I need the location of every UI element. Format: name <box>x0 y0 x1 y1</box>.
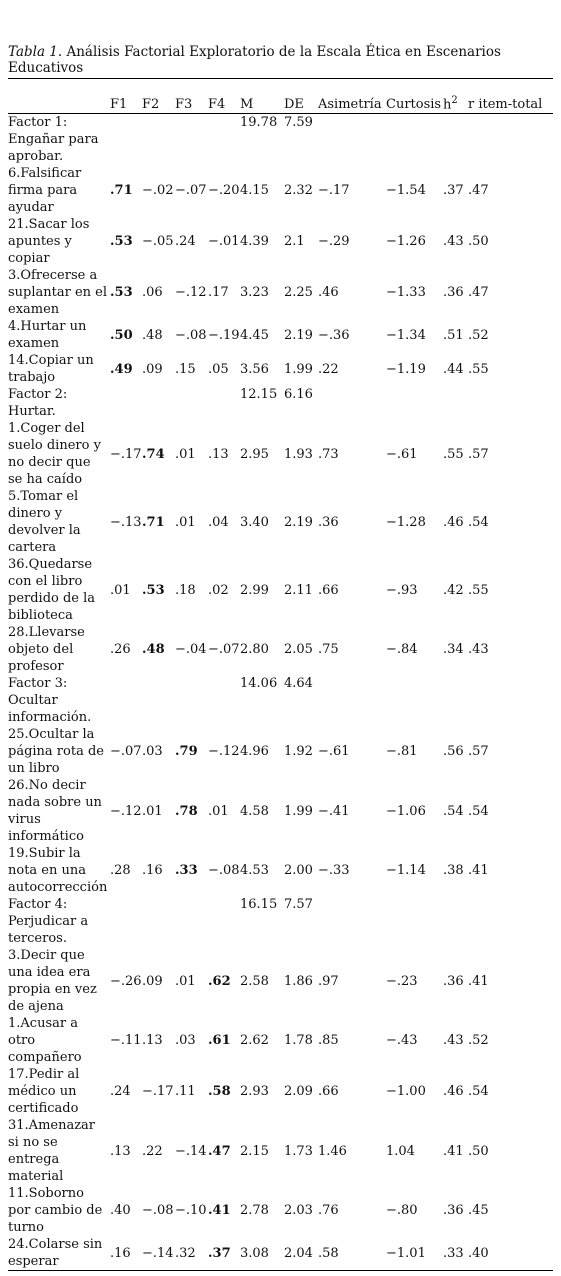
sd-value: 4.64 <box>284 676 313 691</box>
f1-value: .01 <box>110 582 131 598</box>
f1-value: −.07 <box>110 744 142 759</box>
sd-value: 6.16 <box>284 387 313 402</box>
f4-value: −.19 <box>208 327 240 343</box>
f2-value: .16 <box>142 863 163 878</box>
kurtosis-value <box>384 386 441 420</box>
item-total-value: .47 <box>468 285 489 300</box>
header-item <box>8 79 108 114</box>
f4-value: .13 <box>208 446 229 462</box>
table-row <box>8 1185 553 1236</box>
mean-value: 2.93 <box>240 1084 269 1099</box>
item-total-value: .40 <box>468 1245 489 1261</box>
f4-value: .37 <box>208 1245 231 1261</box>
skewness-value: .58 <box>318 1245 339 1261</box>
kurtosis-value: −.84 <box>386 642 418 657</box>
f3-value: .18 <box>175 582 196 598</box>
header-h2: $h^2$ <box>443 94 458 112</box>
table-row <box>8 726 553 777</box>
f2-value: −.08 <box>142 1203 174 1218</box>
f2-value: .03 <box>142 744 163 759</box>
f1-value: .53 <box>110 234 133 249</box>
skewness-value: .36 <box>318 514 339 530</box>
f1-value: −.26 <box>110 973 142 989</box>
kurtosis-value: −1.00 <box>386 1084 426 1099</box>
f2-value: .53 <box>142 582 165 598</box>
f1-value: .26 <box>110 642 131 657</box>
f2-value: .48 <box>142 327 163 343</box>
f3-value: .11 <box>175 1084 196 1099</box>
skewness-value: .22 <box>318 361 339 377</box>
f1-value: .16 <box>110 1245 131 1261</box>
table-body <box>8 114 553 1271</box>
skewness-value: −.41 <box>318 803 350 819</box>
skewness-value: .85 <box>318 1033 339 1048</box>
item-label: 36.Quedarse con el libro perdido de la biblioteca <box>8 557 96 623</box>
skewness-value: −.17 <box>318 183 350 198</box>
kurtosis-value <box>384 114 441 166</box>
item-label: 4.Hurtar un examen <box>8 319 87 351</box>
f2-value: −.02 <box>142 183 174 198</box>
f4-value: .41 <box>208 1203 231 1218</box>
h2-value: .44 <box>443 361 464 377</box>
f3-value: .32 <box>175 1245 196 1261</box>
f2-value: .09 <box>142 361 163 377</box>
f4-value: .01 <box>208 803 229 819</box>
f3-value: −.08 <box>175 327 207 343</box>
f4-value <box>206 896 238 947</box>
skewness-value: .66 <box>318 582 339 598</box>
item-label: 6.Falsificar firma para ayudar <box>8 166 82 215</box>
item-label: 31.Amenazar si no se entrega material <box>8 1118 96 1184</box>
f3-value: −.12 <box>175 285 207 300</box>
table-row <box>8 1117 553 1185</box>
f2-value <box>140 114 173 166</box>
mean-value: 2.78 <box>240 1203 269 1218</box>
table-row <box>8 318 553 352</box>
table-caption <box>8 44 553 76</box>
sd-value: 1.99 <box>284 361 313 377</box>
h2-value: .43 <box>443 1033 464 1048</box>
kurtosis-value: −1.06 <box>386 803 426 819</box>
f4-value: −.08 <box>208 863 240 878</box>
f1-value: −.12 <box>110 803 142 819</box>
item-total-value: .50 <box>468 234 489 249</box>
item-total-value: .54 <box>468 1084 489 1099</box>
mean-value: 2.99 <box>240 582 269 598</box>
sd-value: 2.09 <box>284 1084 313 1099</box>
item-label: 26.No decir nada sobre un virus informático <box>8 778 102 844</box>
h2-value: .54 <box>443 803 464 819</box>
sd-value: 2.11 <box>284 582 313 598</box>
mean-value: 2.80 <box>240 642 269 657</box>
item-total-value: .57 <box>468 744 489 759</box>
f3-value <box>173 114 206 166</box>
h2-value <box>441 675 466 726</box>
f3-value: .03 <box>175 1033 196 1048</box>
table-row <box>8 352 553 386</box>
item-label: 1.Acusar a otro compañero <box>8 1016 82 1065</box>
skewness-value: −.33 <box>318 863 350 878</box>
kurtosis-value: 1.04 <box>386 1143 415 1159</box>
skewness-value: −.29 <box>318 234 350 249</box>
item-label: Factor 2: Hurtar. <box>8 387 68 419</box>
sd-value: 2.25 <box>284 285 313 300</box>
f3-value <box>173 896 206 947</box>
item-total-value <box>466 896 553 947</box>
item-total-value: .43 <box>468 642 489 657</box>
sd-value: 7.57 <box>284 897 313 912</box>
kurtosis-value: −1.28 <box>386 514 426 530</box>
kurtosis-value: −1.14 <box>386 863 426 878</box>
f1-value: .13 <box>110 1143 131 1159</box>
f2-value <box>140 386 173 420</box>
f4-value: .17 <box>208 285 229 300</box>
header-f1: F1 <box>110 97 128 112</box>
skewness-value <box>316 675 384 726</box>
item-total-value: .54 <box>468 514 489 530</box>
sd-value: 2.32 <box>284 183 313 198</box>
f2-value: .48 <box>142 642 165 657</box>
f2-value: .06 <box>142 285 163 300</box>
item-total-value: .52 <box>468 327 489 343</box>
sd-value: 2.19 <box>284 327 313 343</box>
f4-value: .61 <box>208 1033 231 1048</box>
item-label: 17.Pedir al médico un certificado <box>8 1067 80 1116</box>
kurtosis-value: −.61 <box>386 446 418 462</box>
factor-row <box>8 114 553 166</box>
f1-value: .50 <box>110 327 133 343</box>
mean-value: 2.62 <box>240 1033 269 1048</box>
caption-label: Tabla 1. <box>8 44 63 60</box>
mean-value: 19.78 <box>240 115 278 130</box>
f4-value <box>206 386 238 420</box>
item-label: 19.Subir la nota en una autocorrección <box>8 846 108 895</box>
item-label: Factor 3: Ocultar información. <box>8 676 92 725</box>
f3-value: .79 <box>175 744 198 759</box>
skewness-value: −.36 <box>318 327 350 343</box>
table-row <box>8 845 553 896</box>
sd-value: 1.78 <box>284 1033 313 1048</box>
h2-value: .43 <box>443 234 464 249</box>
f2-value: −.17 <box>142 1084 174 1099</box>
item-label: 24.Colarse sin esperar <box>8 1237 103 1269</box>
f1-value <box>108 114 140 166</box>
h2-value: .36 <box>443 1203 464 1218</box>
f1-value <box>108 386 140 420</box>
mean-value: 2.58 <box>240 973 269 989</box>
f4-value: .02 <box>208 582 229 598</box>
h2-value: .36 <box>443 973 464 989</box>
item-label: Factor 4: Perjudicar a terceros. <box>8 897 89 946</box>
header-r-item-total: r item-total <box>468 97 543 112</box>
h2-value: .41 <box>443 1143 464 1159</box>
table-row <box>8 624 553 675</box>
f4-value: −.01 <box>208 234 240 249</box>
mean-value: 3.08 <box>240 1245 269 1261</box>
f2-value <box>140 896 173 947</box>
table-row <box>8 267 553 318</box>
mean-value: 3.56 <box>240 361 269 377</box>
f3-value: .24 <box>175 234 196 249</box>
f1-value <box>108 675 140 726</box>
item-total-value: .50 <box>468 1143 489 1159</box>
h2-value: .38 <box>443 863 464 878</box>
f2-value: .71 <box>142 514 165 530</box>
h2-value: .33 <box>443 1245 464 1261</box>
table-row <box>8 777 553 845</box>
f3-value: .15 <box>175 361 196 377</box>
header-f4: F4 <box>208 97 226 112</box>
mean-value: 14.06 <box>240 676 278 691</box>
sd-value: 2.04 <box>284 1245 313 1261</box>
f1-value: .40 <box>110 1203 131 1218</box>
item-total-value: .55 <box>468 361 489 377</box>
skewness-value: −.61 <box>318 744 350 759</box>
skewness-value: .46 <box>318 285 339 300</box>
f4-value <box>206 114 238 166</box>
f1-value: −.11 <box>110 1033 142 1048</box>
skewness-value: .75 <box>318 642 339 657</box>
f3-value <box>173 386 206 420</box>
f3-value <box>173 675 206 726</box>
mean-value: 4.58 <box>240 803 269 819</box>
f3-value: −.04 <box>175 642 207 657</box>
kurtosis-value: −1.33 <box>386 285 426 300</box>
mean-value: 3.40 <box>240 514 269 530</box>
kurtosis-value: −1.54 <box>386 183 426 198</box>
table-row <box>8 947 553 1015</box>
f1-value: .28 <box>110 863 131 878</box>
h2-value: .42 <box>443 582 464 598</box>
f2-value: .09 <box>142 973 163 989</box>
skewness-value <box>316 114 384 166</box>
item-label: 21.Sacar los apuntes y copiar <box>8 217 90 266</box>
h2-value <box>441 114 466 166</box>
h2-value <box>441 386 466 420</box>
f1-value <box>108 896 140 947</box>
skewness-value: .76 <box>318 1203 339 1218</box>
item-label: 3.Ofrecerse a suplantar en el examen <box>8 268 108 317</box>
header-m: M <box>240 97 254 112</box>
f3-value: .33 <box>175 863 198 878</box>
item-label: 5.Tomar el dinero y devolver la cartera <box>8 489 81 555</box>
f3-value: .01 <box>175 446 196 462</box>
f1-value: .49 <box>110 361 133 377</box>
f1-value: .53 <box>110 285 133 300</box>
skewness-value: .66 <box>318 1084 339 1099</box>
h2-value: .55 <box>443 446 464 462</box>
item-total-value: .41 <box>468 973 489 989</box>
f4-value: .58 <box>208 1084 231 1099</box>
f3-value: .01 <box>175 973 196 989</box>
f4-value: .05 <box>208 361 229 377</box>
skewness-value: .97 <box>318 973 339 989</box>
mean-value: 12.15 <box>240 387 278 402</box>
item-label: 11.Soborno por cambio de turno <box>8 1186 103 1235</box>
skewness-value <box>316 896 384 947</box>
item-total-value <box>466 386 553 420</box>
sd-value: 2.1 <box>284 234 305 249</box>
skewness-value: 1.46 <box>318 1143 347 1159</box>
kurtosis-value: −.81 <box>386 744 418 759</box>
f2-value: −.05 <box>142 234 174 249</box>
f4-value: −.07 <box>208 642 240 657</box>
item-total-value: .45 <box>468 1203 489 1218</box>
f4-value: −.12 <box>208 744 240 759</box>
kurtosis-value <box>384 675 441 726</box>
f4-value: .47 <box>208 1143 231 1159</box>
item-total-value: .57 <box>468 446 489 462</box>
f2-value: −.14 <box>142 1245 174 1261</box>
h2-value: .51 <box>443 327 464 343</box>
sd-value: 2.19 <box>284 514 313 530</box>
sd-value: 1.73 <box>284 1143 313 1159</box>
item-total-value: .47 <box>468 183 489 198</box>
f1-value: .24 <box>110 1084 131 1099</box>
header-f3: F3 <box>175 97 193 112</box>
f2-value: .22 <box>142 1143 163 1159</box>
h2-value: .46 <box>443 1084 464 1099</box>
item-label: 1.Coger del suelo dinero y no decir que se ha caído <box>8 421 101 487</box>
mean-value: 3.23 <box>240 285 269 300</box>
f3-value: −.14 <box>175 1143 207 1159</box>
header-de: DE <box>284 97 304 112</box>
item-label: 25.Ocultar la página rota de un libro <box>8 727 104 776</box>
item-total-value: .52 <box>468 1033 489 1048</box>
mean-value: 2.95 <box>240 446 269 462</box>
mean-value: 4.45 <box>240 327 269 343</box>
item-total-value: .54 <box>468 803 489 819</box>
sd-value: 1.99 <box>284 803 313 819</box>
h2-value: .34 <box>443 642 464 657</box>
sd-value: 1.93 <box>284 446 313 462</box>
factor-row <box>8 896 553 947</box>
kurtosis-value: −.43 <box>386 1033 418 1048</box>
header-asimetria: Asimetría <box>318 97 382 112</box>
factor-analysis-table <box>8 78 553 1271</box>
f4-value <box>206 675 238 726</box>
mean-value: 4.15 <box>240 183 269 198</box>
table-row <box>8 216 553 267</box>
h2-value <box>441 896 466 947</box>
f1-value: .71 <box>110 183 133 198</box>
f4-value: .62 <box>208 973 231 989</box>
h2-value: .46 <box>443 514 464 530</box>
item-label: 3.Decir que una idea era propia en vez de ajena <box>8 948 97 1014</box>
mean-value: 4.39 <box>240 234 269 249</box>
item-total-value <box>466 675 553 726</box>
f1-value: −.17 <box>110 446 142 462</box>
table-row <box>8 420 553 488</box>
table-row <box>8 1015 553 1066</box>
factor-row <box>8 675 553 726</box>
kurtosis-value: −1.01 <box>386 1245 426 1261</box>
kurtosis-value: −.23 <box>386 973 418 989</box>
f4-value: .04 <box>208 514 229 530</box>
kurtosis-value: −1.19 <box>386 361 426 377</box>
item-total-value: .41 <box>468 863 489 878</box>
factor-row <box>8 386 553 420</box>
h2-value: .36 <box>443 285 464 300</box>
item-label: Factor 1: Engañar para aprobar. <box>8 115 99 164</box>
header-curtosis: Curtosis <box>386 97 442 112</box>
header-f2: F2 <box>142 97 160 112</box>
mean-value: 16.15 <box>240 897 278 912</box>
sd-value: 2.05 <box>284 642 313 657</box>
header-row <box>8 79 553 114</box>
mean-value: 4.53 <box>240 863 269 878</box>
f1-value: −.13 <box>110 514 142 530</box>
item-label: 14.Copiar un trabajo <box>8 353 94 385</box>
f3-value: .78 <box>175 803 198 819</box>
kurtosis-value: −1.26 <box>386 234 426 249</box>
f2-value: .74 <box>142 446 165 462</box>
f2-value: .13 <box>142 1033 163 1048</box>
skewness-value: .73 <box>318 446 339 462</box>
kurtosis-value <box>384 896 441 947</box>
f3-value: .01 <box>175 514 196 530</box>
table-row <box>8 165 553 216</box>
sd-value: 1.92 <box>284 744 313 759</box>
table-row <box>8 1066 553 1117</box>
f2-value: .01 <box>142 803 163 819</box>
table-row <box>8 488 553 556</box>
sd-value: 1.86 <box>284 973 313 989</box>
sd-value: 2.03 <box>284 1203 313 1218</box>
mean-value: 2.15 <box>240 1143 269 1159</box>
item-total-value <box>466 114 553 166</box>
f3-value: −.07 <box>175 183 207 198</box>
table-row <box>8 556 553 624</box>
kurtosis-value: −1.34 <box>386 327 426 343</box>
item-total-value: .55 <box>468 582 489 598</box>
f2-value <box>140 675 173 726</box>
sd-value: 2.00 <box>284 863 313 878</box>
mean-value: 4.96 <box>240 744 269 759</box>
h2-value: .56 <box>443 744 464 759</box>
h2-value: .37 <box>443 183 464 198</box>
caption-text: Análisis Factorial Exploratorio de la Escala Ética en Escenarios Educativos <box>8 44 501 76</box>
kurtosis-value: −.93 <box>386 582 418 598</box>
kurtosis-value: −.80 <box>386 1203 418 1218</box>
f3-value: −.10 <box>175 1203 207 1218</box>
item-label: 28.Llevarse objeto del profesor <box>8 625 85 674</box>
skewness-value <box>316 386 384 420</box>
sd-value: 7.59 <box>284 115 313 130</box>
table-row <box>8 1236 553 1271</box>
f4-value: −.20 <box>208 183 240 198</box>
